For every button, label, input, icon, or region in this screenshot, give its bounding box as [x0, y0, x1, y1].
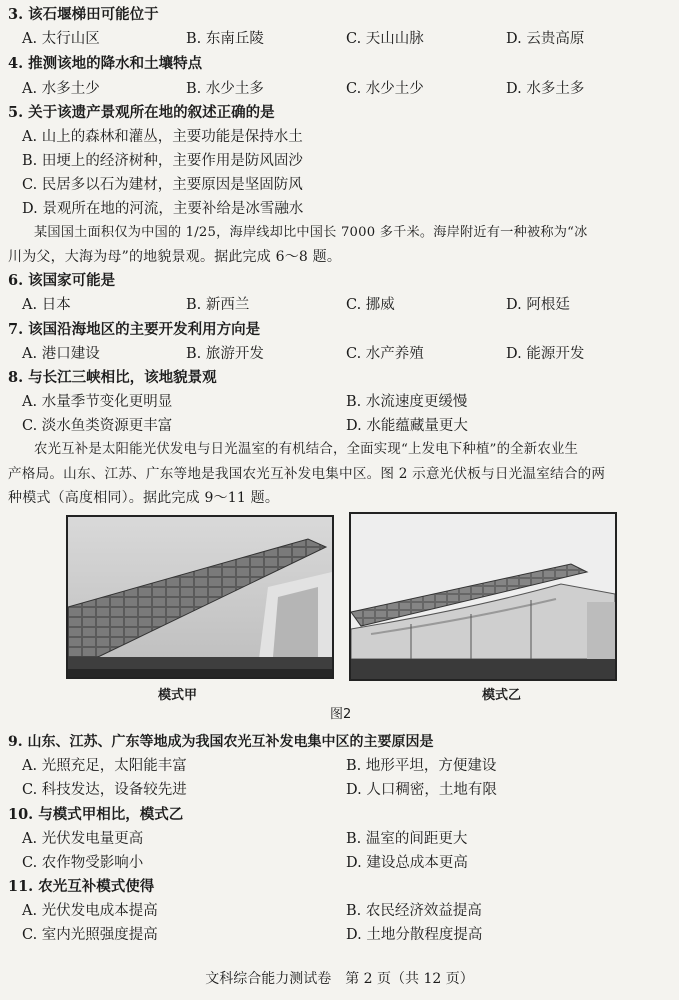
q11-option-d: D. 土地分散程度提高	[346, 927, 483, 943]
q9-option-a: A. 光照充足，太阳能丰富	[22, 758, 187, 774]
q8-option-b: B. 水流速度更缓慢	[346, 394, 468, 410]
photo-mode-a	[66, 515, 334, 679]
q10-stem: 10. 与模式甲相比，模式乙	[8, 806, 184, 823]
q5-stem: 5. 关于该遗产景观所在地的叙述正确的是	[8, 104, 275, 121]
q11-option-c: C. 室内光照强度提高	[22, 927, 158, 943]
q8-option-c: C. 淡水鱼类资源更丰富	[22, 418, 173, 434]
q7-option-c: C. 水产养殖	[346, 346, 424, 362]
q3-option-d: D. 云贵高原	[506, 31, 585, 47]
q7-option-d: D. 能源开发	[506, 346, 585, 362]
photo-mode-b	[349, 512, 617, 681]
q9-stem: 9. 山东、江苏、广东等地成为我国农光互补发电集中区的主要原因是	[8, 734, 434, 750]
q8-stem: 8. 与长江三峡相比，该地貌景观	[8, 369, 217, 386]
q10-option-c: C. 农作物受影响小	[22, 855, 144, 871]
q4-option-a: A. 水多土少	[22, 81, 100, 97]
q4-stem: 4. 推测该地的降水和土壤特点	[8, 55, 203, 72]
q10-option-a: A. 光伏发电量更高	[22, 831, 144, 847]
q6-stem: 6. 该国家可能是	[8, 272, 116, 289]
q9-option-c: C. 科技发达，设备较先进	[22, 782, 187, 798]
q11-stem: 11. 农光互补模式使得	[8, 878, 155, 895]
caption-mode-a: 模式甲	[158, 688, 198, 703]
figure-label: 图2	[330, 707, 352, 722]
q11-option-a: A. 光伏发电成本提高	[22, 903, 158, 919]
q10-option-d: D. 建设总成本更高	[346, 855, 468, 871]
q3-option-b: B. 东南丘陵	[186, 31, 264, 47]
q7-option-b: B. 旅游开发	[186, 346, 264, 362]
photo-mode-a-illustration	[68, 517, 332, 677]
page-footer: 文科综合能力测试卷 第 2 页（共 12 页）	[205, 971, 474, 987]
q3-option-c: C. 天山山脉	[346, 31, 424, 47]
q6-option-b: B. 新西兰	[186, 297, 250, 313]
q6-option-a: A. 日本	[22, 297, 71, 313]
q3-option-a: A. 太行山区	[22, 31, 100, 47]
q9-option-d: D. 人口稠密，土地有限	[346, 782, 497, 798]
q6-option-d: D. 阿根廷	[506, 297, 570, 313]
passage-6-8-line-2: 川为父，大海为母”的地貌景观。据此完成 6～8 题。	[8, 249, 342, 265]
q3-stem: 3. 该石堰梯田可能位于	[8, 6, 159, 23]
passage-9-11-line-1: 农光互补是太阳能光伏发电与日光温室的有机结合，全面实现“上发电下种植”的全新农业生	[34, 442, 579, 457]
q4-option-d: D. 水多土多	[506, 81, 585, 97]
q8-option-d: D. 水能蕴藏量更大	[346, 418, 468, 434]
passage-9-11-line-2: 产格局。山东、江苏、广东等地是我国农光互补发电集中区。图 2 示意光伏板与日光温室结合的两	[8, 466, 606, 482]
q8-option-a: A. 水量季节变化更明显	[22, 394, 173, 410]
q9-option-b: B. 地形平坦，方便建设	[346, 758, 497, 774]
q7-stem: 7. 该国沿海地区的主要开发利用方向是	[8, 321, 261, 338]
passage-6-8-line-1: 某国国土面积仅为中国的 1/25，海岸线却比中国长 7000 多千米。海岸附近有一种被称为“冰	[34, 225, 588, 240]
photo-mode-b-illustration	[351, 514, 615, 679]
q7-option-a: A. 港口建设	[22, 346, 100, 362]
passage-9-11-line-3: 种模式（高度相同）。据此完成 9～11 题。	[8, 490, 280, 506]
q11-option-b: B. 农民经济效益提高	[346, 903, 482, 919]
q5-option-d: D. 景观所在地的河流，主要补给是冰雪融水	[22, 201, 304, 217]
q5-option-c: C. 民居多以石为建材，主要原因是坚固防风	[22, 177, 303, 193]
q10-option-b: B. 温室的间距更大	[346, 831, 468, 847]
caption-mode-b: 模式乙	[482, 688, 522, 703]
q6-option-c: C. 挪威	[346, 297, 395, 313]
q4-option-c: C. 水少土少	[346, 81, 424, 97]
q5-option-b: B. 田埂上的经济树种，主要作用是防风固沙	[22, 153, 303, 169]
q5-option-a: A. 山上的森林和灌丛，主要功能是保持水土	[22, 129, 303, 145]
q4-option-b: B. 水少土多	[186, 81, 264, 97]
